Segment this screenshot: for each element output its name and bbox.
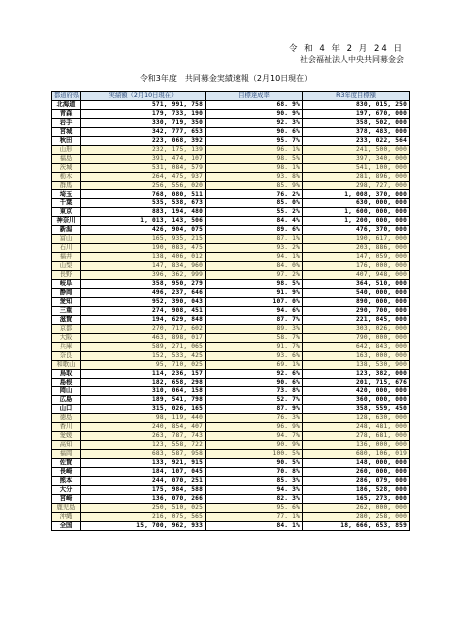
prefecture-cell: 山梨 xyxy=(52,262,81,271)
rate-cell: 94. 6% xyxy=(206,306,303,315)
table-row xyxy=(52,306,410,315)
prefecture-cell: 全国 xyxy=(52,521,81,530)
table-row xyxy=(52,100,410,109)
table-row xyxy=(52,485,410,494)
target-cell: 397, 340, 000 xyxy=(303,154,410,163)
amount-cell: 165, 935, 215 xyxy=(81,235,206,244)
prefecture-cell: 岩手 xyxy=(52,118,81,127)
target-cell: 890, 000, 000 xyxy=(303,297,410,306)
column-header-rate: 目標達成率 xyxy=(206,92,303,101)
rate-cell: 76. 3% xyxy=(206,414,303,423)
amount-cell: 123, 558, 722 xyxy=(81,441,206,450)
rate-cell: 94. 3% xyxy=(206,485,303,494)
amount-cell: 270, 717, 602 xyxy=(81,324,206,333)
table-row xyxy=(52,468,410,477)
prefecture-cell: 静岡 xyxy=(52,288,81,297)
prefecture-cell: 福島 xyxy=(52,154,81,163)
target-cell: 541, 100, 000 xyxy=(303,163,410,172)
amount-cell: 256, 556, 020 xyxy=(81,181,206,190)
amount-cell: 15, 700, 962, 933 xyxy=(81,521,206,530)
rate-cell: 90. 5% xyxy=(206,459,303,468)
rate-cell: 89. 3% xyxy=(206,324,303,333)
prefecture-cell: 長野 xyxy=(52,271,81,280)
table-row xyxy=(52,333,410,342)
table-row xyxy=(52,450,410,459)
table-row xyxy=(52,414,410,423)
column-header-prefecture: 都道府県 xyxy=(52,92,81,101)
prefecture-cell: 大阪 xyxy=(52,333,81,342)
target-cell: 540, 000, 000 xyxy=(303,288,410,297)
target-cell: 136, 000, 000 xyxy=(303,441,410,450)
table-row xyxy=(52,199,410,208)
prefecture-cell: 島根 xyxy=(52,378,81,387)
target-cell: 407, 948, 000 xyxy=(303,271,410,280)
prefecture-cell: 埼玉 xyxy=(52,190,81,199)
amount-cell: 194, 629, 848 xyxy=(81,315,206,324)
target-cell: 176, 000, 000 xyxy=(303,262,410,271)
table-row xyxy=(52,190,410,199)
target-cell: 147, 059, 000 xyxy=(303,253,410,262)
rate-cell: 91. 7% xyxy=(206,342,303,351)
rate-cell: 96. 1% xyxy=(206,145,303,154)
amount-cell: 95, 710, 025 xyxy=(81,360,206,369)
amount-cell: 358, 950, 279 xyxy=(81,280,206,289)
target-cell: 358, 559, 450 xyxy=(303,405,410,414)
prefecture-cell: 新潟 xyxy=(52,226,81,235)
target-cell: 1, 008, 370, 000 xyxy=(303,190,410,199)
amount-cell: 133, 921, 915 xyxy=(81,459,206,468)
prefecture-cell: 岐阜 xyxy=(52,280,81,289)
table-row xyxy=(52,280,410,289)
amount-cell: 114, 236, 157 xyxy=(81,369,206,378)
table-row xyxy=(52,154,410,163)
amount-cell: 184, 107, 045 xyxy=(81,468,206,477)
amount-cell: 426, 904, 075 xyxy=(81,226,206,235)
target-cell: 290, 700, 000 xyxy=(303,306,410,315)
rate-cell: 87. 7% xyxy=(206,315,303,324)
table-row xyxy=(52,369,410,378)
rate-cell: 98. 5% xyxy=(206,154,303,163)
amount-cell: 768, 080, 511 xyxy=(81,190,206,199)
rate-cell: 93. 6% xyxy=(206,351,303,360)
amount-cell: 342, 777, 653 xyxy=(81,127,206,136)
target-cell: 148, 000, 000 xyxy=(303,459,410,468)
rate-cell: 96. 9% xyxy=(206,423,303,432)
prefecture-cell: 富山 xyxy=(52,235,81,244)
rate-cell: 94. 1% xyxy=(206,253,303,262)
amount-cell: 263, 787, 743 xyxy=(81,432,206,441)
amount-cell: 250, 510, 025 xyxy=(81,503,206,512)
table-row xyxy=(52,342,410,351)
table-row xyxy=(52,315,410,324)
prefecture-cell: 奈良 xyxy=(52,351,81,360)
prefecture-cell: 高知 xyxy=(52,441,81,450)
table-body xyxy=(52,100,410,530)
rate-cell: 84. 4% xyxy=(206,217,303,226)
table-row xyxy=(52,405,410,414)
table-row xyxy=(52,235,410,244)
target-cell: 138, 530, 900 xyxy=(303,360,410,369)
target-cell: 281, 896, 000 xyxy=(303,172,410,181)
amount-cell: 232, 175, 139 xyxy=(81,145,206,154)
amount-cell: 310, 064, 158 xyxy=(81,387,206,396)
target-cell: 420, 000, 000 xyxy=(303,387,410,396)
amount-cell: 147, 834, 960 xyxy=(81,262,206,271)
table-row xyxy=(52,244,410,253)
amount-cell: 496, 237, 646 xyxy=(81,288,206,297)
rate-cell: 89. 6% xyxy=(206,226,303,235)
rate-cell: 91. 9% xyxy=(206,288,303,297)
target-cell: 248, 481, 000 xyxy=(303,423,410,432)
prefecture-cell: 愛知 xyxy=(52,297,81,306)
amount-cell: 175, 984, 588 xyxy=(81,485,206,494)
target-cell: 476, 370, 000 xyxy=(303,226,410,235)
prefecture-cell: 滋賀 xyxy=(52,315,81,324)
amount-cell: 179, 733, 190 xyxy=(81,109,206,118)
target-cell: 18, 666, 653, 859 xyxy=(303,521,410,530)
target-cell: 298, 727, 000 xyxy=(303,181,410,190)
table-row xyxy=(52,217,410,226)
table-row xyxy=(52,459,410,468)
rate-cell: 85. 3% xyxy=(206,476,303,485)
prefecture-cell: 佐賀 xyxy=(52,459,81,468)
prefecture-cell: 広島 xyxy=(52,396,81,405)
target-cell: 203, 886, 000 xyxy=(303,244,410,253)
report-date: 令 和 4 年 2 月 24 日 xyxy=(288,44,404,54)
amount-cell: 396, 362, 999 xyxy=(81,271,206,280)
rate-cell: 95. 7% xyxy=(206,136,303,145)
target-cell: 303, 026, 000 xyxy=(303,324,410,333)
prefecture-cell: 徳島 xyxy=(52,414,81,423)
amount-cell: 136, 070, 266 xyxy=(81,494,206,503)
table-row xyxy=(52,271,410,280)
amount-cell: 138, 406, 012 xyxy=(81,253,206,262)
prefecture-cell: 三重 xyxy=(52,306,81,315)
amount-cell: 190, 083, 475 xyxy=(81,244,206,253)
amount-cell: 952, 390, 043 xyxy=(81,297,206,306)
rate-cell: 73. 8% xyxy=(206,387,303,396)
prefecture-cell: 鹿児島 xyxy=(52,503,81,512)
amount-cell: 883, 194, 480 xyxy=(81,208,206,217)
table-row xyxy=(52,324,410,333)
rate-cell: 93. 2% xyxy=(206,244,303,253)
target-cell: 128, 630, 000 xyxy=(303,414,410,423)
prefecture-cell: 宮崎 xyxy=(52,494,81,503)
table-row xyxy=(52,378,410,387)
target-cell: 221, 845, 000 xyxy=(303,315,410,324)
target-cell: 201, 715, 676 xyxy=(303,378,410,387)
target-cell: 1, 600, 000, 000 xyxy=(303,208,410,217)
prefecture-cell: 岡山 xyxy=(52,387,81,396)
table-row xyxy=(52,432,410,441)
rate-cell: 95. 6% xyxy=(206,503,303,512)
table-row xyxy=(52,181,410,190)
table-row xyxy=(52,172,410,181)
rate-cell: 52. 7% xyxy=(206,396,303,405)
rate-cell: 87. 1% xyxy=(206,235,303,244)
table-row xyxy=(52,503,410,512)
target-cell: 630, 000, 000 xyxy=(303,199,410,208)
target-cell: 790, 000, 000 xyxy=(303,333,410,342)
amount-cell: 571, 991, 758 xyxy=(81,100,206,109)
amount-cell: 589, 271, 065 xyxy=(81,342,206,351)
table-row xyxy=(52,423,410,432)
rate-cell: 100. 5% xyxy=(206,450,303,459)
table-row xyxy=(52,226,410,235)
target-cell: 197, 670, 000 xyxy=(303,109,410,118)
table-row xyxy=(52,145,410,154)
amount-cell: 223, 068, 392 xyxy=(81,136,206,145)
target-cell: 280, 258, 000 xyxy=(303,512,410,521)
prefecture-cell: 福井 xyxy=(52,253,81,262)
rate-cell: 98. 1% xyxy=(206,163,303,172)
target-cell: 165, 273, 000 xyxy=(303,494,410,503)
table-row xyxy=(52,288,410,297)
prefecture-cell: 栃木 xyxy=(52,172,81,181)
rate-cell: 85. 9% xyxy=(206,181,303,190)
prefecture-cell: 石川 xyxy=(52,244,81,253)
prefecture-cell: 沖縄 xyxy=(52,512,81,521)
rate-cell: 69. 1% xyxy=(206,360,303,369)
total-row xyxy=(52,521,410,530)
prefecture-cell: 兵庫 xyxy=(52,342,81,351)
target-cell: 260, 000, 000 xyxy=(303,468,410,477)
rate-cell: 70. 8% xyxy=(206,468,303,477)
target-cell: 233, 022, 564 xyxy=(303,136,410,145)
prefecture-cell: 香川 xyxy=(52,423,81,432)
target-cell: 1, 200, 000, 000 xyxy=(303,217,410,226)
table-row xyxy=(52,118,410,127)
rate-cell: 107. 0% xyxy=(206,297,303,306)
table-row xyxy=(52,387,410,396)
amount-cell: 216, 075, 565 xyxy=(81,512,206,521)
column-header-target: R3年度目標額 xyxy=(303,92,410,101)
rate-cell: 58. 7% xyxy=(206,333,303,342)
rate-cell: 90. 9% xyxy=(206,441,303,450)
prefecture-cell: 鳥取 xyxy=(52,369,81,378)
table-row xyxy=(52,208,410,217)
prefecture-cell: 東京 xyxy=(52,208,81,217)
rate-cell: 93. 8% xyxy=(206,172,303,181)
table-row xyxy=(52,127,410,136)
prefecture-cell: 京都 xyxy=(52,324,81,333)
prefecture-cell: 秋田 xyxy=(52,136,81,145)
results-table xyxy=(51,91,410,531)
rate-cell: 76. 2% xyxy=(206,190,303,199)
table-row xyxy=(52,396,410,405)
amount-cell: 1, 013, 143, 506 xyxy=(81,217,206,226)
amount-cell: 315, 026, 165 xyxy=(81,405,206,414)
rate-cell: 82. 3% xyxy=(206,494,303,503)
prefecture-cell: 山口 xyxy=(52,405,81,414)
target-cell: 830, 015, 250 xyxy=(303,100,410,109)
target-cell: 278, 681, 000 xyxy=(303,432,410,441)
table-row xyxy=(52,512,410,521)
table-row xyxy=(52,441,410,450)
amount-cell: 244, 070, 251 xyxy=(81,476,206,485)
rate-cell: 84. 1% xyxy=(206,521,303,530)
table-row xyxy=(52,163,410,172)
rate-cell: 97. 2% xyxy=(206,271,303,280)
organization-name: 社会福祉法人中央共同募金会 xyxy=(300,55,404,64)
table-row xyxy=(52,494,410,503)
rate-cell: 84. 0% xyxy=(206,262,303,271)
rate-cell: 98. 5% xyxy=(206,280,303,289)
table-header-row xyxy=(52,92,410,101)
amount-cell: 531, 084, 579 xyxy=(81,163,206,172)
target-cell: 241, 500, 000 xyxy=(303,145,410,154)
amount-cell: 189, 541, 798 xyxy=(81,396,206,405)
target-cell: 642, 843, 000 xyxy=(303,342,410,351)
prefecture-cell: 青森 xyxy=(52,109,81,118)
amount-cell: 683, 587, 958 xyxy=(81,450,206,459)
prefecture-cell: 山形 xyxy=(52,145,81,154)
prefecture-cell: 愛媛 xyxy=(52,432,81,441)
target-cell: 123, 382, 000 xyxy=(303,369,410,378)
rate-cell: 77. 1% xyxy=(206,512,303,521)
table-row xyxy=(52,297,410,306)
prefecture-cell: 神奈川 xyxy=(52,217,81,226)
amount-cell: 463, 898, 017 xyxy=(81,333,206,342)
prefecture-cell: 千葉 xyxy=(52,199,81,208)
column-header-amount: 実績額（2月10日現在） xyxy=(81,92,206,101)
prefecture-cell: 福岡 xyxy=(52,450,81,459)
amount-cell: 391, 474, 107 xyxy=(81,154,206,163)
prefecture-cell: 群馬 xyxy=(52,181,81,190)
target-cell: 378, 483, 000 xyxy=(303,127,410,136)
table-row xyxy=(52,360,410,369)
prefecture-cell: 茨城 xyxy=(52,163,81,172)
amount-cell: 535, 538, 673 xyxy=(81,199,206,208)
target-cell: 360, 000, 000 xyxy=(303,396,410,405)
target-cell: 163, 000, 000 xyxy=(303,351,410,360)
rate-cell: 90. 6% xyxy=(206,378,303,387)
table-row xyxy=(52,476,410,485)
table-row xyxy=(52,262,410,271)
table-row xyxy=(52,109,410,118)
target-cell: 286, 079, 000 xyxy=(303,476,410,485)
table-row xyxy=(52,136,410,145)
amount-cell: 98, 119, 440 xyxy=(81,414,206,423)
prefecture-cell: 宮城 xyxy=(52,127,81,136)
rate-cell: 90. 9% xyxy=(206,109,303,118)
target-cell: 190, 617, 000 xyxy=(303,235,410,244)
rate-cell: 87. 9% xyxy=(206,405,303,414)
amount-cell: 274, 908, 451 xyxy=(81,306,206,315)
prefecture-cell: 長崎 xyxy=(52,468,81,477)
amount-cell: 240, 854, 407 xyxy=(81,423,206,432)
target-cell: 186, 528, 000 xyxy=(303,485,410,494)
prefecture-cell: 北海道 xyxy=(52,100,81,109)
rate-cell: 90. 6% xyxy=(206,127,303,136)
amount-cell: 264, 475, 937 xyxy=(81,172,206,181)
table-row xyxy=(52,351,410,360)
rate-cell: 92. 3% xyxy=(206,118,303,127)
prefecture-cell: 大分 xyxy=(52,485,81,494)
rate-cell: 68. 9% xyxy=(206,100,303,109)
amount-cell: 152, 533, 425 xyxy=(81,351,206,360)
target-cell: 262, 000, 000 xyxy=(303,503,410,512)
prefecture-cell: 熊本 xyxy=(52,476,81,485)
rate-cell: 92. 6% xyxy=(206,369,303,378)
rate-cell: 94. 7% xyxy=(206,432,303,441)
amount-cell: 182, 658, 298 xyxy=(81,378,206,387)
rate-cell: 85. 0% xyxy=(206,199,303,208)
table-row xyxy=(52,253,410,262)
amount-cell: 330, 719, 350 xyxy=(81,118,206,127)
rate-cell: 55. 2% xyxy=(206,208,303,217)
target-cell: 680, 106, 019 xyxy=(303,450,410,459)
report-title: 令和3年度 共同募金実績速報（2月10日現在） xyxy=(139,74,313,83)
target-cell: 358, 502, 000 xyxy=(303,118,410,127)
target-cell: 364, 510, 000 xyxy=(303,280,410,289)
prefecture-cell: 和歌山 xyxy=(52,360,81,369)
